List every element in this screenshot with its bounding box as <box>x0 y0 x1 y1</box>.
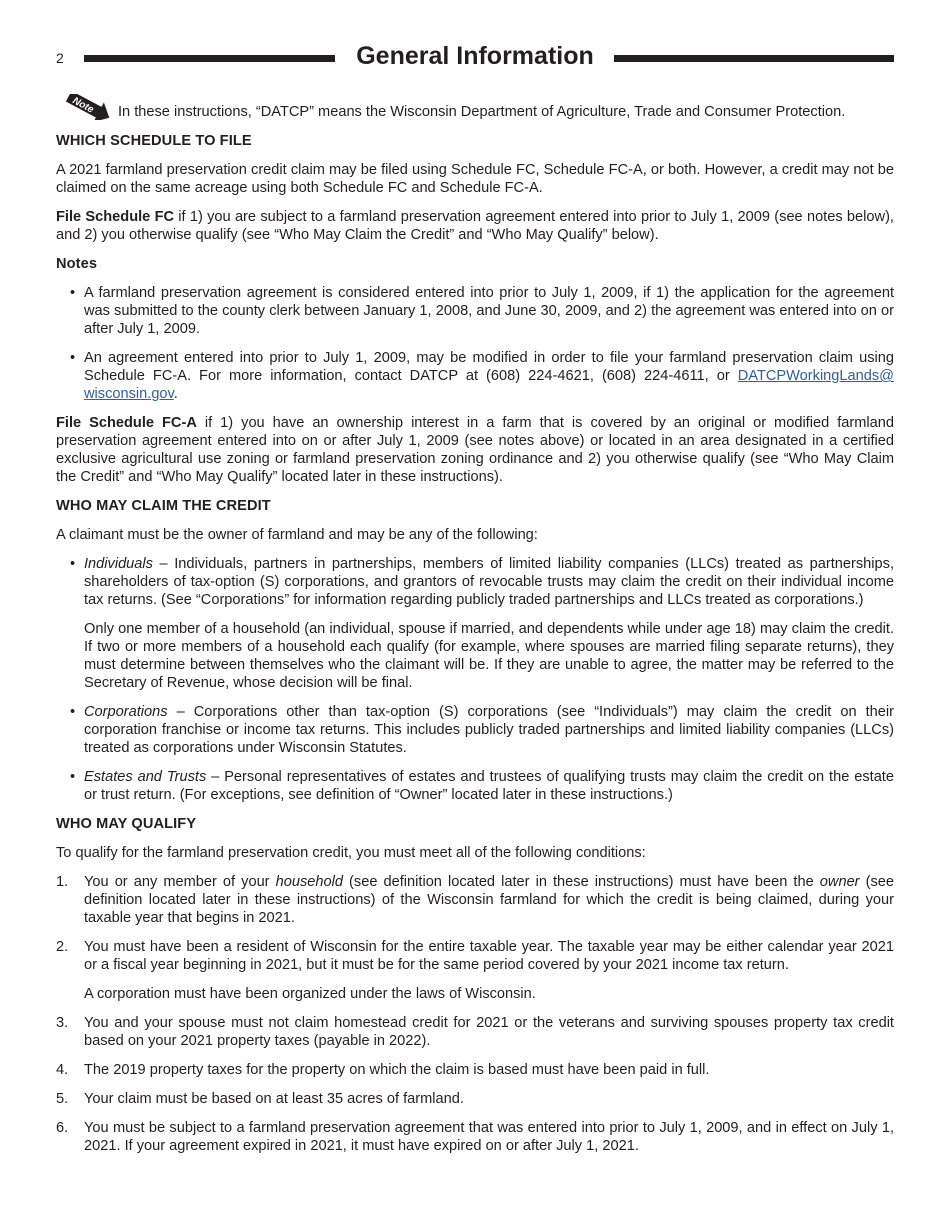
notes-heading: Notes <box>56 256 98 272</box>
corporations-label: Corporations <box>84 704 168 720</box>
fca-text: if 1) you have an ownership interest in a farm that is covered by an original or modified farmland preservation agreement entered into on or after July 1, 2009 (see notes above) or located in an area designated in a certified exclusive agricultural use zoning or farmland preservation zoning ordinance and 2) you otherwise qualify (see “Who May Claim the Credit” and “Who May Qualify” located later in these instructions). <box>56 415 894 485</box>
claimant-list <box>56 555 894 609</box>
estates-label: Estates and Trusts <box>84 769 207 785</box>
individuals-text: – Individuals, partners in partnerships, members of limited liability companies (LLCs) treated as partnerships, shareholders of tax-option (S) corporations, and grantors of revocable trusts may claim the credit on their individual income tax returns. (See “Corporations” for information regarding publicly traded partnerships and LLCs treated as corporations.) <box>84 556 894 608</box>
note-arrow-icon <box>64 94 114 120</box>
estates-text: – Personal representatives of estates and trustees of qualifying trusts may claim the credit on the estate or trust return. (For exceptions, see definition of “Owner” located later in these instructions.) <box>84 769 894 803</box>
corporation-organized-note: A corporation must have been organized under the laws of Wisconsin. <box>84 986 536 1002</box>
condition-1-text-c: (see definition located later in these instructions) of the Wisconsin farmland for which the credit is being claimed, during your taxable year that begins in 2021. <box>84 874 895 926</box>
claimant-corporations: • Corporations – Corporations other than tax-option (S) corporations (see “Individuals”) may claim the credit on their corporation franchise or income tax returns. This includes publicly traded partnerships and limited liability companies (LLCs) treated as corporations under Wisconsin Statutes. <box>70 704 894 756</box>
claimant-list-cont <box>56 703 894 804</box>
page-title: General Information <box>356 42 594 70</box>
condition-5 <box>56 1090 894 1108</box>
condition-1-text-a: You or any member of your <box>84 874 276 890</box>
note-1-text: A farmland preservation agreement is considered entered into prior to July 1, 2009, if 1) the application for the agreement was submitted to the county clerk between January 1, 2008, and June 30, 2009, and 2) the agreement was entered into on or after July 1, 2009. <box>84 285 894 337</box>
file-schedule-fc <box>56 208 894 244</box>
condition-1-number: 1. <box>56 874 69 890</box>
note-2-end: . <box>173 386 178 402</box>
fc-text: if 1) you are subject to a farmland preservation agreement entered into prior to July 1, 2009 (see notes below), and 2) you otherwise qualify (see “Who May Claim the Credit” and “Who May Qualify” below). <box>56 209 894 243</box>
condition-4 <box>56 1061 894 1079</box>
qualify-intro: To qualify for the farmland preservation credit, you must meet all of the following conditions: <box>56 845 646 861</box>
condition-2 <box>56 938 894 974</box>
which-intro: A 2021 farmland preservation credit claim may be filed using Schedule FC, Schedule FC-A, or both. However, a credit may not be claimed on the same acreage using both Schedule FC and Schedule FC-A. <box>56 162 894 196</box>
fca-label: File Schedule FC-A <box>56 415 197 431</box>
condition-5-number: 5. <box>56 1091 69 1107</box>
heading-which-schedule: WHICH SCHEDULE TO FILE <box>56 133 252 149</box>
heading-who-may-qualify: WHO MAY QUALIFY <box>56 816 197 832</box>
corporations-text: – Corporations other than tax-option (S) corporations (see “Individuals”) may claim the credit on their corporation franchise or income tax returns. This includes publicly traded partnerships and limited liability companies (LLCs) treated as corporations under Wisconsin Statutes. <box>84 704 894 756</box>
household-paragraph: Only one member of a household (an individual, spouse if married, and dependents while under age 18) may claim the credit. If two or more members of a household each qualify (for example, where spouses are married filing separate returns), they must determine between themselves who the claimant will be. If they are unable to agree, the matter may be referred to the Secretary of Revenue, whose decision will be final. <box>84 621 894 691</box>
heading-who-may-claim: WHO MAY CLAIM THE CREDIT <box>56 498 271 514</box>
condition-1-text-b: (see definition located later in these instructions) must have been the <box>342 874 820 890</box>
page-header <box>56 43 894 73</box>
claim-intro: A claimant must be the owner of farmland and may be any of the following: <box>56 527 538 543</box>
note-text: In these instructions, “DATCP” means the Wisconsin Department of Agriculture, Trade and Consumer Protection. <box>118 104 846 120</box>
notes-list <box>56 284 894 403</box>
condition-1 <box>56 873 894 927</box>
note-2-text: An agreement entered into prior to July 1, 2009, may be modified in order to file your farmland preservation claim using Schedule FC-A. For more information, contact DATCP at (608) 224-4621, (608) 224-4611, or <box>84 350 894 384</box>
condition-6-number: 6. <box>56 1120 69 1136</box>
condition-3-text: You and your spouse must not claim homestead credit for 2021 or the veterans and surviving spouses property tax credit based on your 2021 property taxes (payable in 2022). <box>84 1015 894 1049</box>
note-badge-text: Note <box>70 95 96 116</box>
condition-3-number: 3. <box>56 1015 69 1031</box>
individuals-label: Individuals <box>84 556 153 572</box>
header-rule-left <box>84 55 335 62</box>
content <box>56 94 894 1166</box>
condition-3 <box>56 1014 894 1050</box>
claimant-estates: • Estates and Trusts – Personal representatives of estates and trustees of qualifying trusts may claim the credit on the estate or trust return. (For exceptions, see definition of “Owner” located later in these instructions.) <box>70 769 894 803</box>
condition-6 <box>56 1119 894 1155</box>
condition-2-text: You must have been a resident of Wisconsin for the entire taxable year. The taxable year may be either calendar year 2021 or a fiscal year beginning in 2021, but it must be for the same period covered by your 2021 income tax return. <box>84 939 894 973</box>
owner-term: owner <box>819 874 860 890</box>
condition-4-text: The 2019 property taxes for the property on which the claim is based must have been paid in full. <box>84 1062 710 1078</box>
note-item-1: • A farmland preservation agreement is considered entered into prior to July 1, 2009, if 1) the application for the agreement was submitted to the county clerk between January 1, 2008, and June 30, 2009, and 2) the agreement was entered into on or after July 1, 2009. <box>70 285 894 337</box>
note-line <box>56 94 894 121</box>
household-term: household <box>275 874 343 890</box>
datcp-email-link[interactable]: DATCPWorkingLands@ wisconsin.gov <box>84 368 894 402</box>
fc-label: File Schedule FC <box>56 209 175 225</box>
conditions-list-cont <box>56 1014 894 1155</box>
file-schedule-fca <box>56 414 894 486</box>
conditions-list <box>56 873 894 974</box>
claimant-individuals: • Individuals – Individuals, partners in partnerships, members of limited liability companies (LLCs) treated as partnerships, shareholders of tax-option (S) corporations, and grantors of revocable trusts may claim the credit on their individual income tax returns. (See “Corporations” for information regarding publicly traded partnerships and LLCs treated as corporations.) <box>70 556 894 608</box>
page-number: 2 <box>56 50 64 66</box>
condition-6-text: You must be subject to a farmland preservation agreement that was entered into prior to July 1, 2009, and in effect on July 1, 2021. If your agreement expired in 2021, it must have expired on or after July 1, 2021. <box>84 1120 894 1154</box>
note-item-2: • An agreement entered into prior to July 1, 2009, may be modified in order to file your farmland preservation claim using Schedule FC-A. For more information, contact DATCP at (608) 224-4621, (608) 224-4611, or DATCPWorkingLands@ wisconsin.gov. <box>70 350 894 402</box>
header-rule-right <box>614 55 894 62</box>
condition-4-number: 4. <box>56 1062 69 1078</box>
condition-5-text: Your claim must be based on at least 35 acres of farmland. <box>84 1091 464 1107</box>
condition-2-number: 2. <box>56 939 69 955</box>
